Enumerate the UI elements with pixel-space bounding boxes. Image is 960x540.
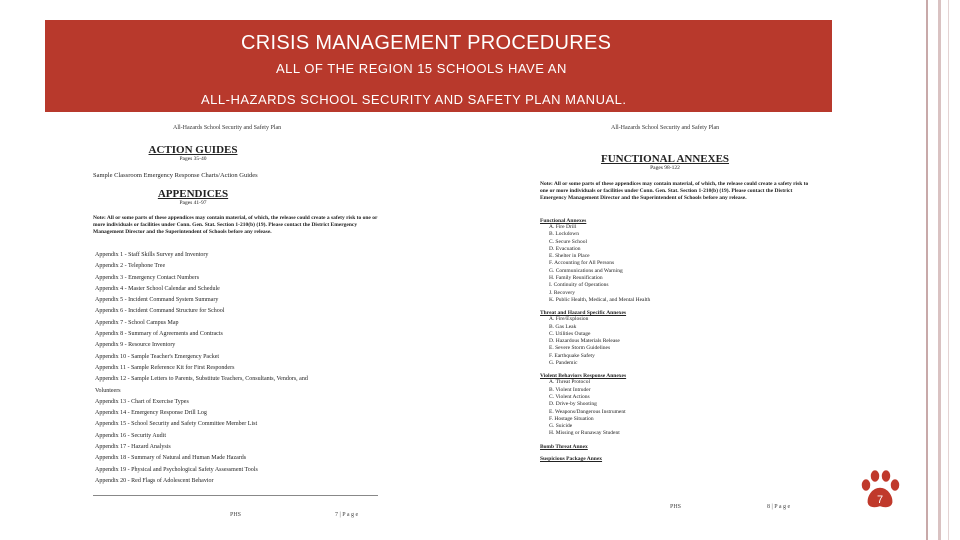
violent-annex-item: E. Weapons/Dangerous Instrument: [549, 408, 626, 415]
functional-annex-item: J. Recovery: [549, 289, 575, 296]
appendices-note: Note: All or some parts of these appendices may contain material, of which, the release could create a safety risk to one or more individuals or facilities under Conn. Gen. Stat. Section 1-210(b) (19). Please contact the District Emergency Management Director and the Superintendent of Schools before any release.: [93, 215, 378, 235]
functional-annex-item: G. Communications and Warning: [549, 267, 623, 274]
appendix-item: Appendix 20 - Red Flags of Adolescent Behavior: [95, 477, 214, 484]
paw-print-badge: [856, 466, 904, 514]
appendix-item: Appendix 12 - Sample Letters to Parents, Substitute Teachers, Consultants, Vendors, and: [95, 376, 308, 383]
functional-annex-item: B. Lockdown: [549, 231, 579, 238]
violent-annex-item: G. Suicide: [549, 423, 573, 430]
appendices-pages: Pages 41-97: [179, 200, 207, 206]
action-guides-text: Sample Classroom Emergency Response Charts/Action Guides: [93, 172, 258, 179]
functional-annex-item: H. Family Reunification: [549, 275, 603, 282]
appendix-item: Appendix 8 - Summary of Agreements and Contracts: [95, 331, 223, 338]
appendix-item: Appendix 13 - Chart of Exercise Types: [95, 398, 189, 405]
violent-annex-item: A. Threat Protocol: [549, 379, 590, 386]
threat-annex-item: C. Utilities Outage: [549, 330, 591, 337]
threat-annex-item: D. Hazardous Materials Release: [549, 338, 620, 345]
threat-annex-item: B. Gas Leak: [549, 323, 577, 330]
slide-title: CRISIS MANAGEMENT PROCEDURES: [241, 32, 612, 54]
appendix-item: Volunteers: [95, 387, 121, 394]
slide-subtitle-line1: ALL OF THE REGION 15 SCHOOLS HAVE AN: [276, 61, 567, 76]
threat-annexes-list: [540, 316, 820, 367]
threat-annex-item: E. Severe Storm Guidelines: [549, 345, 611, 352]
annexes-note: Note: All or some parts of these appendices may contain material, of which, the release could create a safety risk to one or more individuals or facilities under Conn. Gen. Stat. Section 1-210(b) (19). Please contact the District Emergency Management Director and the Superintendent of Schools before any release.: [540, 181, 809, 201]
slide-subtitle-line2: ALL-HAZARDS SCHOOL SECURITY AND SAFETY PLAN MANUAL.: [201, 92, 627, 107]
functional-annexes-heading: FUNCTIONAL ANNEXES: [600, 153, 730, 165]
suspicious-package-annex-title: Suspicious Package Annex: [540, 455, 603, 462]
appendix-list: [95, 250, 308, 487]
appendix-item: Appendix 19 - Physical and Psychological Safety Assessment Tools: [95, 466, 258, 473]
left-footer-label: PHS: [230, 512, 242, 518]
appendix-item: Appendix 11 - Sample Reference Kit for First Responders: [95, 364, 235, 371]
threat-annex-item: F. Earthquake Safety: [549, 352, 595, 359]
functional-annex-item: F. Accounting for All Persons: [549, 260, 615, 267]
functional-annexes-title: Functional Annexes: [540, 218, 587, 224]
right-document-page: [535, 115, 825, 525]
functional-annexes-list: [540, 224, 820, 304]
left-page-number: 7 | P a g e: [335, 512, 359, 518]
threat-annex-item: G. Pandemic: [549, 360, 578, 367]
violent-annex-item: B. Violent Intruder: [549, 386, 591, 393]
violent-annex-item: F. Hostage Situation: [549, 415, 594, 422]
appendix-item: Appendix 1 - Staff Skills Survey and Inventory: [95, 252, 209, 258]
appendix-item: Appendix 10 - Sample Teacher's Emergency Packet: [95, 353, 220, 360]
functional-annex-item: C. Secure School: [549, 238, 588, 245]
page-divider: [93, 495, 378, 496]
slide-border-decoration: [920, 0, 960, 540]
action-guides-pages: Pages 35-40: [179, 156, 207, 162]
violent-annex-item: D. Drive-by Shooting: [549, 401, 597, 408]
paw-print-icon: [856, 466, 904, 514]
bomb-threat-annex-title: Bomb Threat Annex: [540, 443, 588, 450]
functional-annex-item: K. Public Health, Medical, and Mental Health: [549, 296, 651, 303]
appendix-item: Appendix 4 - Master School Calendar and Schedule: [95, 285, 220, 292]
appendix-item: Appendix 3 - Emergency Contact Numbers: [95, 274, 200, 281]
action-guides-heading: ACTION GUIDES: [148, 144, 238, 156]
appendix-item: Appendix 15 - School Security and Safety Committee Member List: [95, 421, 258, 428]
appendix-item: Appendix 14 - Emergency Response Drill Log: [95, 410, 207, 417]
title-banner: [45, 20, 832, 112]
violent-annexes-list: [540, 379, 820, 437]
right-page-number: 8 | P a g e: [767, 504, 791, 510]
violent-annex-item: H. Missing or Runaway Student: [549, 430, 620, 437]
appendix-item: Appendix 6 - Incident Command Structure for School: [95, 308, 225, 315]
functional-annex-item: D. Evacuation: [549, 245, 581, 252]
appendix-item: Appendix 16 - Security Audit: [95, 432, 166, 439]
appendix-item: Appendix 18 - Summary of Natural and Human Made Hazards: [95, 455, 247, 462]
appendix-item: Appendix 17 - Hazard Analysis: [95, 444, 171, 451]
right-footer-label: PHS: [670, 504, 682, 510]
appendix-item: Appendix 7 - School Campus Map: [95, 319, 179, 326]
appendix-item: Appendix 9 - Resource Inventory: [95, 342, 176, 349]
threat-annexes-title: Threat and Hazard Specific Annexes: [540, 310, 627, 317]
left-document-page: [93, 115, 393, 525]
functional-annex-item: I. Continuity of Operations: [549, 282, 609, 289]
right-running-header: All-Hazards School Security and Safety Plan: [611, 125, 720, 131]
violent-annex-item: C. Violent Actions: [549, 393, 590, 400]
appendices-heading: APPENDICES: [157, 188, 229, 200]
functional-annex-item: A. Fire Drill: [549, 224, 577, 230]
appendix-item: Appendix 5 - Incident Command System Summary: [95, 297, 219, 304]
functional-annex-item: E. Shelter in Place: [549, 253, 590, 260]
functional-annexes-pages: Pages 98-122: [650, 165, 680, 171]
violent-annexes-title: Violent Behaviors Response Annexes: [540, 373, 627, 380]
threat-annex-item: A. Fire/Explosion: [549, 316, 589, 323]
left-running-header: All-Hazards School Security and Safety Plan: [173, 125, 282, 131]
appendix-item: Appendix 2 - Telephone Tree: [95, 263, 166, 270]
slide-number: 7: [876, 494, 884, 506]
